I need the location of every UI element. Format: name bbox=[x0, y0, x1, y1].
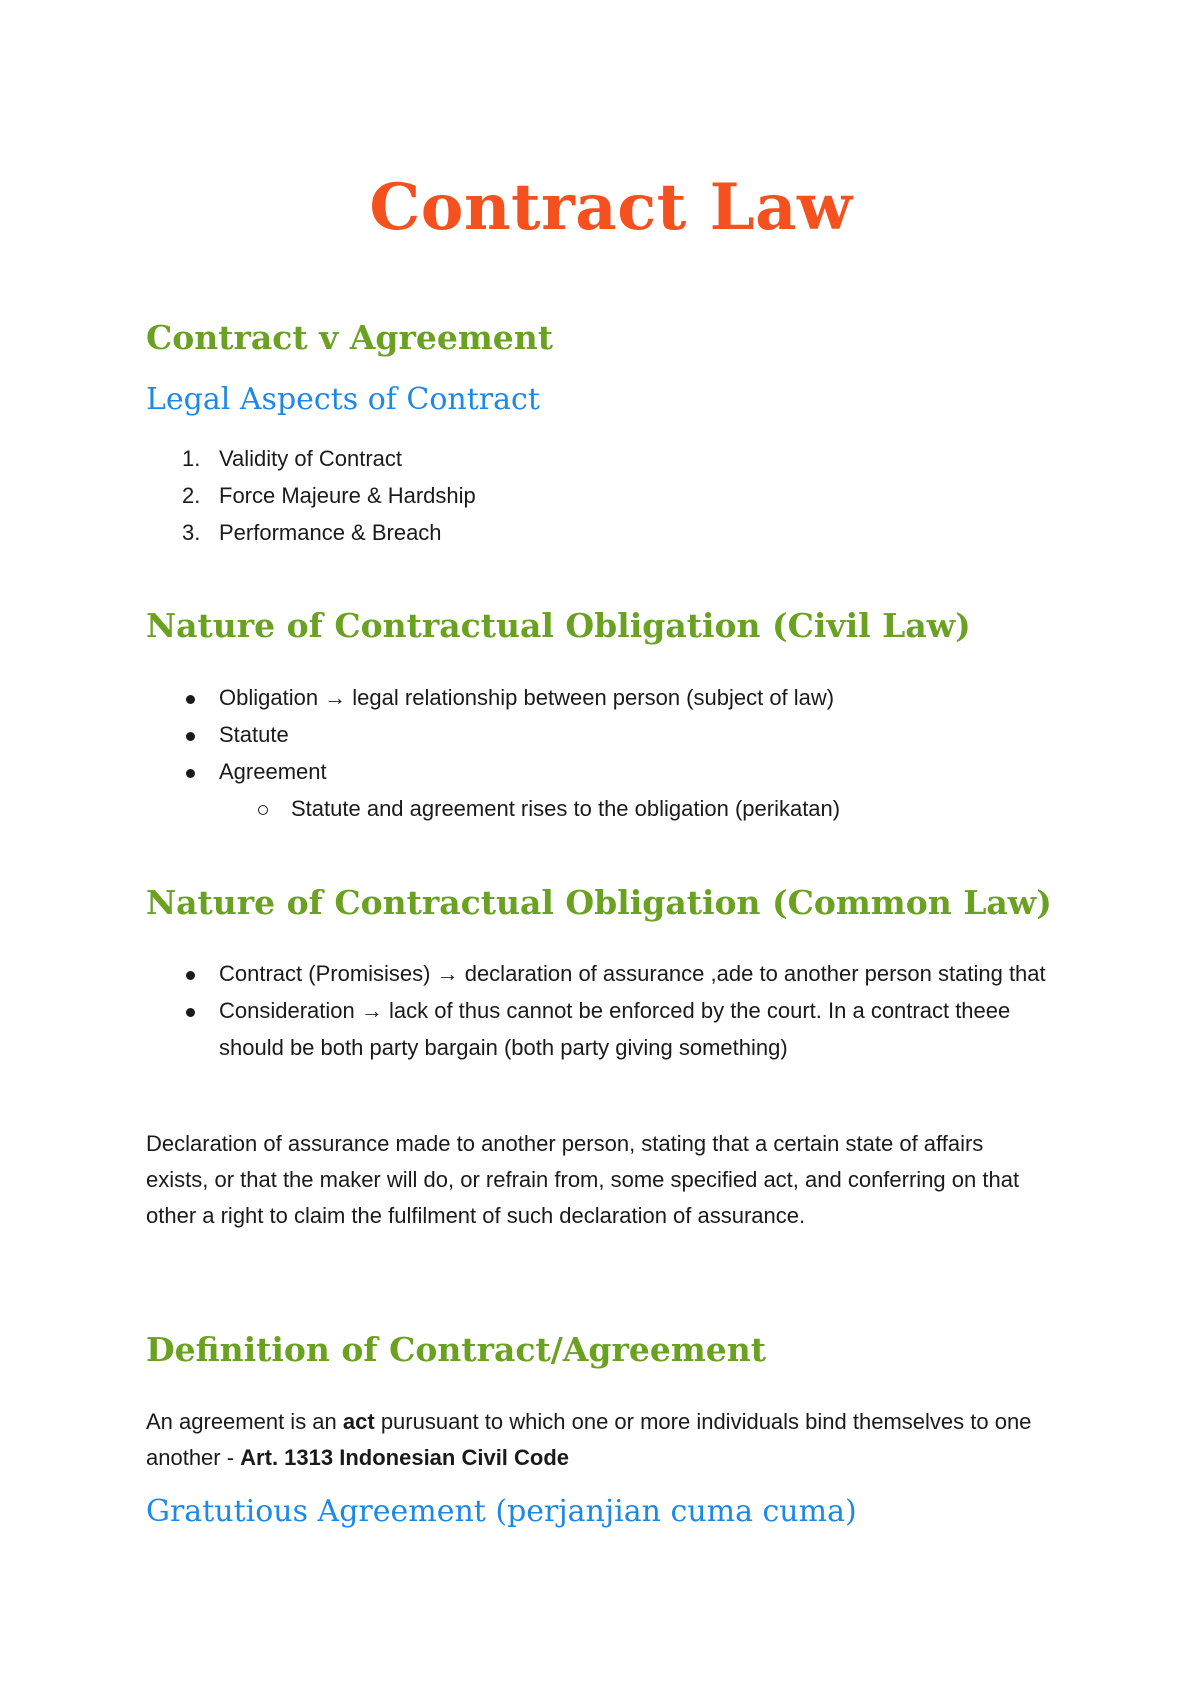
list-item bbox=[146, 679, 840, 716]
bullet-icon bbox=[186, 769, 195, 778]
list-item bbox=[146, 514, 476, 551]
list-item bbox=[146, 716, 840, 753]
assurance-paragraph: Declaration of assurance made to another person, stating that a certain state of affairs exists, or that the maker will do, or refrain from, some specified act, and conferring on that other a right to claim the fulfilment of such declaration of assurance. bbox=[146, 1131, 1020, 1228]
list-item-text: Obligation → legal relationship between person (subject of law) bbox=[219, 685, 835, 710]
list-item bbox=[146, 992, 1046, 1066]
legal-aspects-list bbox=[146, 440, 476, 551]
list-number: 2. bbox=[182, 483, 201, 508]
definition-text: purusuant to which one or more individuals bind themselves to one another - bbox=[146, 1409, 1032, 1470]
list-item bbox=[146, 753, 840, 790]
list-number: 3. bbox=[182, 520, 201, 545]
bullet-icon bbox=[186, 971, 195, 980]
definition-citation: Art. 1313 Indonesian Civil Code bbox=[240, 1445, 570, 1470]
bullet-icon bbox=[186, 732, 195, 741]
civil-law-list bbox=[146, 679, 840, 827]
list-item-text: Agreement bbox=[219, 759, 327, 784]
document-title: Contract Law bbox=[369, 170, 853, 245]
heading-legal-aspects: Legal Aspects of Contract bbox=[146, 382, 540, 417]
list-item bbox=[146, 477, 476, 514]
list-item-text: Statute and agreement rises to the obligation (perikatan) bbox=[291, 796, 841, 821]
list-item-text: Performance & Breach bbox=[219, 520, 442, 545]
list-item bbox=[146, 440, 476, 477]
list-item-text: Contract (Promisises) → declaration of assurance ,ade to another person stating that bbox=[219, 961, 1046, 986]
list-number: 1. bbox=[182, 446, 201, 471]
list-item-text: Validity of Contract bbox=[219, 446, 403, 471]
list-item-text: Force Majeure & Hardship bbox=[219, 483, 476, 508]
list-item-text: Consideration → lack of thus cannot be enforced by the court. In a contract theee should be both party bargain (both party giving something) bbox=[219, 998, 1011, 1060]
heading-civil-law: Nature of Contractual Obligation (Civil Law) bbox=[146, 606, 971, 645]
heading-definition: Definition of Contract/Agreement bbox=[146, 1330, 766, 1369]
heading-common-law: Nature of Contractual Obligation (Common Law) bbox=[146, 883, 1052, 922]
bullet-icon bbox=[186, 695, 195, 704]
list-item-text: Statute bbox=[219, 722, 289, 747]
definition-text: An agreement is an bbox=[146, 1409, 343, 1434]
definition-paragraph bbox=[146, 1404, 1046, 1476]
heading-gratutious: Gratutious Agreement (perjanjian cuma cuma) bbox=[146, 1494, 857, 1529]
list-item bbox=[146, 955, 1046, 992]
common-law-list bbox=[146, 955, 1046, 1066]
bullet-icon bbox=[186, 1008, 195, 1017]
definition-bold-act: act bbox=[342, 1409, 375, 1434]
hollow-bullet-icon bbox=[258, 805, 268, 815]
heading-contract-v-agreement: Contract v Agreement bbox=[146, 318, 553, 357]
sub-list-item bbox=[146, 790, 840, 827]
